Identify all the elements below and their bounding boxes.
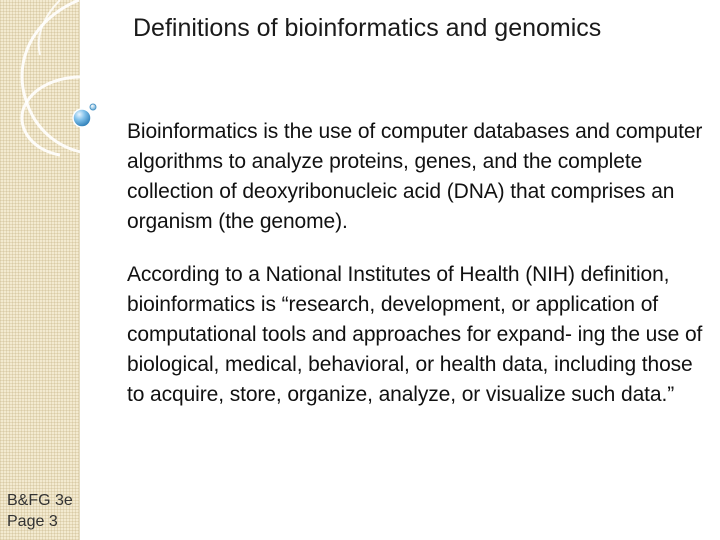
slide-title: Definitions of bioinformatics and genomics [133, 14, 602, 42]
footer-book-label: B&FG 3e [7, 492, 73, 509]
arc-top [39, 0, 60, 55]
definition-paragraph-1: Bioinformatics is the use of computer databases and computer algorithms to analyze proteins, genes, and the complete collection of deoxyribonucleic acid (DNA) that comprises an organism (the genome). [127, 120, 703, 233]
arc-inner [22, 77, 120, 155]
large-bubble-icon [73, 109, 91, 127]
small-bubble-icon [90, 104, 96, 110]
footer-label [7, 490, 73, 532]
footer-page-label: Page 3 [7, 513, 58, 530]
definition-paragraph-2: According to a National Institutes of Health (NIH) definition, bioinformatics is “research, development, or application of computational tools and approaches for expand- ing the use of biological, medical, behavioral, or health data, including those to acquire, store, organize, analyze, or visualize such data.” [127, 263, 703, 406]
